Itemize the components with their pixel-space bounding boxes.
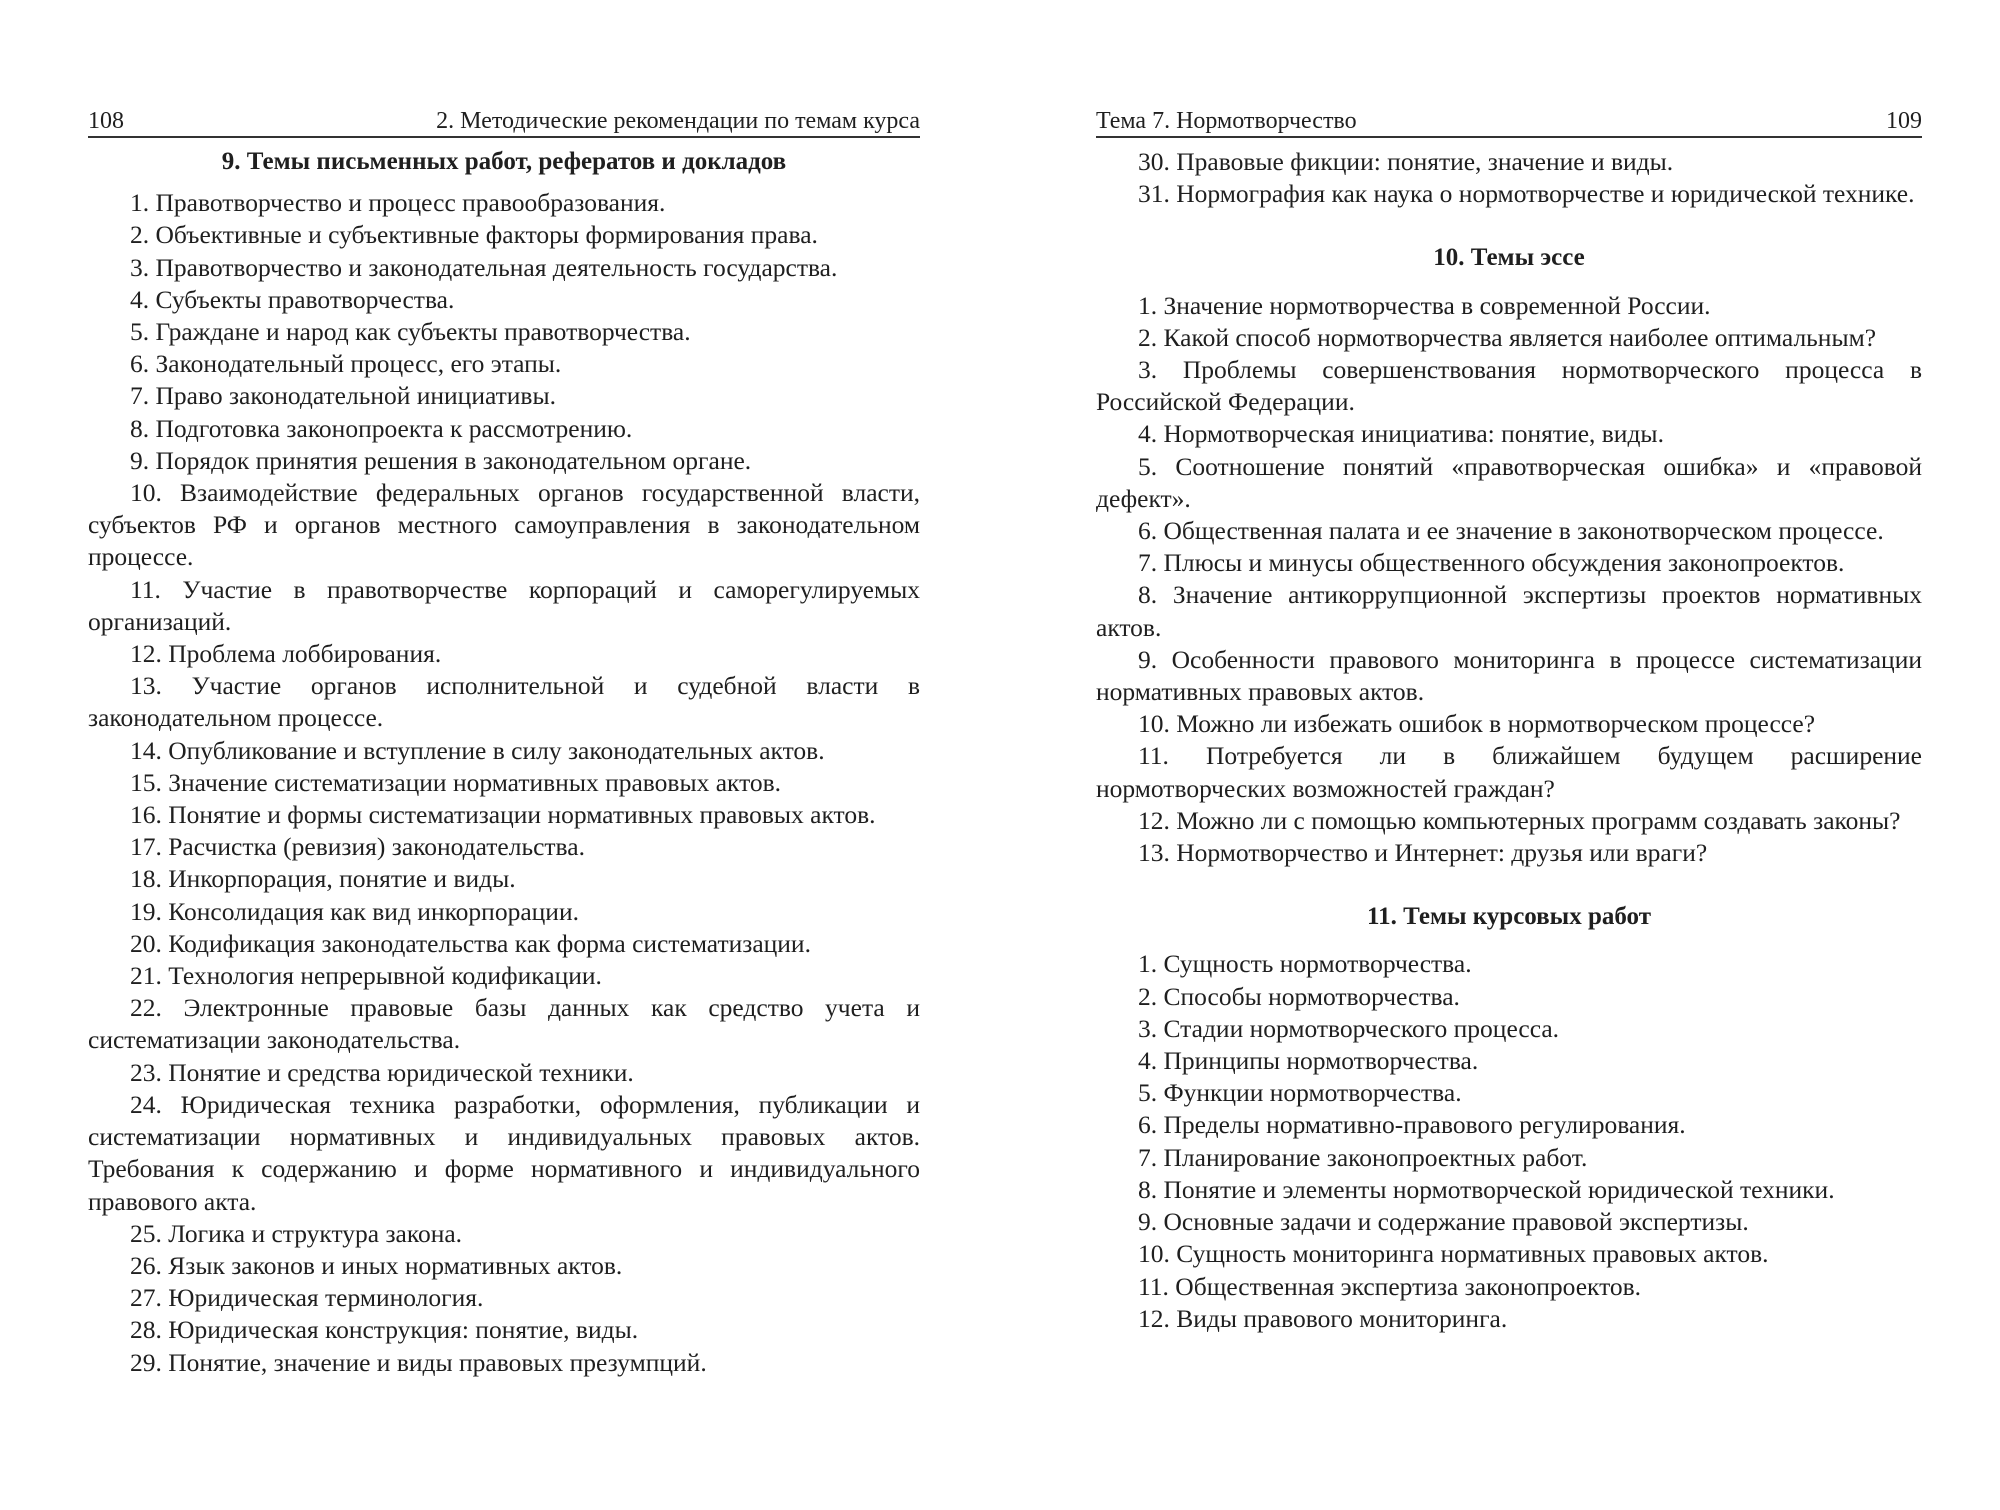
- coursework-topics-list: [1096, 948, 1922, 1334]
- list-item: 3. Стадии нормотворческого процесса.: [1138, 1013, 1560, 1043]
- list-item: 24. Юридическая техника разработки, оформления, публикации и систематизации нормативных и индивидуальных правовых актов. Требования к содержанию и форме нормативного и индивидуального правового акта.: [88, 1089, 920, 1216]
- list-item: 4. Принципы нормотворчества.: [1138, 1046, 1479, 1076]
- list-item: 9. Особенности правового мониторинга в процессе систематизации нормативных правовых актов.: [1096, 644, 1922, 707]
- list-item: 8. Значение антикоррупционной экспертизы проектов нормативных актов.: [1096, 580, 1922, 642]
- list-item: 17. Расчистка (ревизия) законодательства.: [130, 832, 585, 862]
- page-number: 109: [1886, 108, 1922, 134]
- list-item: 12. Виды правового мониторинга.: [1138, 1303, 1508, 1333]
- list-item: 1. Значение нормотворчества в современной России.: [1138, 290, 1711, 320]
- section-title: 9. Темы письменных работ, рефератов и докладов: [221, 148, 787, 175]
- list-item: 5. Функции нормотворчества.: [1138, 1078, 1462, 1108]
- topics-list: [88, 187, 920, 1379]
- list-item: 10. Взаимодействие федеральных органов государственной власти, субъектов РФ и органов местного самоуправления в законодательном процессе.: [88, 478, 920, 572]
- list-item: 5. Граждане и народ как субъекты правотворчества.: [130, 317, 691, 347]
- list-item: 30. Правовые фикции: понятие, значение и виды.: [1138, 147, 1674, 176]
- list-item: 25. Логика и структура закона.: [130, 1218, 463, 1248]
- list-item: 28. Юридическая конструкция: понятие, виды.: [130, 1315, 639, 1345]
- essay-section-title: 10. Темы эссе: [1433, 244, 1585, 272]
- spacer: [1096, 869, 1922, 901]
- list-item: 7. Плюсы и минусы общественного обсуждения законопроектов.: [1138, 548, 1845, 578]
- list-item: 4. Субъекты правотворчества.: [130, 284, 455, 314]
- list-item: 11. Участие в правотворчестве корпораций и саморегулируемых организаций.: [88, 574, 920, 636]
- list-item: 7. Планирование законопроектных работ.: [1138, 1142, 1588, 1172]
- left-page-content: [88, 146, 920, 1379]
- list-item: 9. Основные задачи и содержание правовой экспертизы.: [1138, 1207, 1749, 1237]
- list-item: 10. Сущность мониторинга нормативных правовых актов.: [1138, 1239, 1769, 1269]
- list-item: 23. Понятие и средства юридической техники.: [130, 1057, 634, 1087]
- running-head: Тема 7. Нормотворчество: [1096, 108, 1357, 134]
- list-item: 16. Понятие и формы систематизации нормативных правовых актов.: [130, 800, 876, 830]
- list-item: 31. Нормография как наука о нормотворчестве и юридической технике.: [1138, 179, 1915, 209]
- list-item: 13. Участие органов исполнительной и судебной власти в законодательном процессе.: [88, 671, 920, 733]
- right-page: [1000, 0, 2000, 1510]
- list-item: 14. Опубликование и вступление в силу законодательных актов.: [130, 735, 825, 765]
- list-item: 27. Юридическая терминология.: [130, 1283, 484, 1313]
- list-item: 19. Консолидация как вид инкорпорации.: [130, 896, 579, 926]
- list-item: 12. Можно ли с помощью компьютерных программ создавать законы?: [1138, 805, 1901, 835]
- list-item: 6. Пределы нормативно-правового регулирования.: [1138, 1110, 1686, 1140]
- list-item: 20. Кодификация законодательства как форма систематизации.: [130, 928, 811, 958]
- list-item: 2. Способы нормотворчества.: [1138, 981, 1460, 1011]
- list-item: 6. Общественная палата и ее значение в законотворческом процессе.: [1138, 516, 1884, 546]
- page-number: 108: [88, 108, 124, 134]
- list-item: 13. Нормотворчество и Интернет: друзья или враги?: [1138, 838, 1708, 868]
- running-head: 2. Методические рекомендации по темам курса: [436, 108, 920, 134]
- list-item: 21. Технология непрерывной кодификации.: [130, 961, 602, 991]
- list-item: 2. Какой способ нормотворчества является наиболее оптимальным?: [1138, 322, 1877, 352]
- list-item: 7. Право законодательной инициативы.: [130, 381, 556, 411]
- list-item: 26. Язык законов и иных нормативных актов.: [130, 1250, 623, 1280]
- right-page-content: [1096, 146, 1922, 1335]
- spacer: [1096, 210, 1922, 242]
- list-item: 8. Подготовка законопроекта к рассмотрению.: [130, 413, 633, 443]
- list-item: 11. Общественная экспертиза законопроектов.: [1138, 1271, 1642, 1301]
- list-item: 4. Нормотворческая инициатива: понятие, виды.: [1138, 419, 1664, 449]
- list-item: 2. Объективные и субъективные факторы формирования права.: [130, 220, 818, 250]
- list-item: 15. Значение систематизации нормативных правовых актов.: [130, 767, 782, 797]
- list-item: 11. Потребуется ли в ближайшем будущем расширение нормотворческих возможностей граждан?: [1096, 741, 1922, 803]
- continued-topics-list: [1096, 146, 1922, 210]
- coursework-section-title: 11. Темы курсовых работ: [1367, 903, 1651, 931]
- list-item: 3. Правотворчество и законодательная деятельность государства.: [130, 252, 838, 282]
- essay-topics-list: [1096, 290, 1922, 870]
- list-item: 1. Сущность нормотворчества.: [1138, 949, 1472, 979]
- right-page-header: [1096, 100, 1922, 138]
- list-item: 3. Проблемы совершенствования нормотворческого процесса в Российской Федерации.: [1096, 355, 1922, 417]
- list-item: 22. Электронные правовые базы данных как средство учета и систематизации законодательства.: [88, 993, 920, 1055]
- list-item: 1. Правотворчество и процесс правообразования.: [130, 188, 666, 218]
- list-item: 10. Можно ли избежать ошибок в нормотворческом процессе?: [1138, 709, 1816, 739]
- list-item: 29. Понятие, значение и виды правовых презумпций.: [130, 1347, 707, 1377]
- list-item: 9. Порядок принятия решения в законодательном органе.: [130, 445, 752, 475]
- list-item: 18. Инкорпорация, понятие и виды.: [130, 864, 516, 894]
- list-item: 12. Проблема лоббирования.: [130, 639, 442, 669]
- list-item: 5. Соотношение понятий «правотворческая ошибка» и «правовой дефект».: [1096, 451, 1922, 513]
- list-item: 6. Законодательный процесс, его этапы.: [130, 349, 562, 379]
- list-item: 8. Понятие и элементы нормотворческой юридической техники.: [1138, 1174, 1835, 1204]
- left-page-header: [88, 100, 920, 138]
